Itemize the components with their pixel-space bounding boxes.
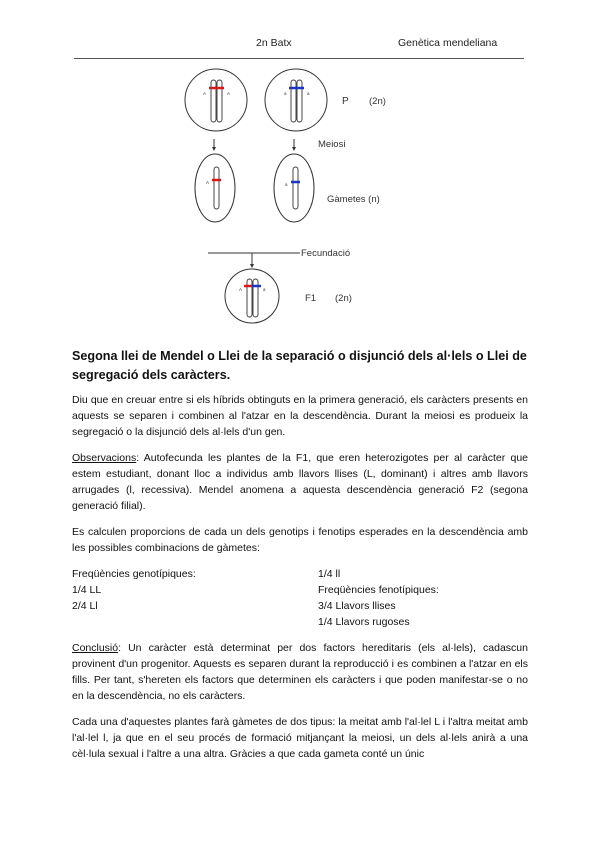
allele-right: a — [307, 91, 310, 96]
label-f1-ploidy: (2n) — [335, 293, 352, 304]
header-rule — [74, 58, 524, 59]
conclusion-text: : Un caràcter està determinat per dos factors hereditaris (els al·lels), cadascun provinent d'un progenitor. Aquests es separen durant la reproducció i es combinen a l'atzar en els fills. Per tant, s'hereten els factors que determinen els caràcters i que poden manifestar-se o no en la descendència, no els caràcters. — [72, 642, 528, 702]
allele-right: A — [227, 91, 231, 96]
paragraph-observations — [72, 450, 528, 514]
phenotype-frequencies — [318, 566, 439, 630]
phenotype-wrinkled: 1/4 Llavors rugoses — [318, 616, 410, 628]
parent-cell-aa-recessive — [265, 69, 327, 131]
parent-cell-aa — [185, 69, 247, 131]
paragraph-definition: Diu que en creuar entre si els híbrids obtinguts en la primera generació, els caràcters presents en aquests se separen i combinen al l'atzar en la descendència. Durant la meiosi es produeix la segregació o la disjunció dels al·lels d'un gen. — [72, 394, 528, 438]
observations-text: : Autofecunda les plantes de la F1, que eren heterozigotes per al caràcter que estem estudiant, donant lloc a individus amb llavors llises (L, dominant) i altres amb llavors arrugades (l, recessiva). Mendel anomena a aquesta descendència generació F2 (segona generació filial). — [72, 452, 528, 512]
genotype-ll-dominant: 1/4 LL — [72, 584, 102, 596]
label-fertilization: Fecundació — [301, 248, 351, 259]
allele-right: a — [263, 287, 266, 292]
conclusion-label: Conclusió — [72, 642, 119, 654]
section-title: Segona llei de Mendel o Llei de la separació o disjunció dels al·lels o Llei de segregació dels caràcters. — [72, 349, 527, 382]
allele-left: A — [239, 287, 243, 292]
observations-label: Observacions — [72, 452, 137, 464]
genotype-heading: Freqüències genotípiques: — [72, 568, 196, 580]
paragraph-conclusion — [72, 640, 528, 704]
header-left: 2n Batx — [256, 37, 292, 49]
paragraph-proportions: Es calculen proporcions de cada un dels genotips i fenotips esperades en la descendència amb les possibles combinacions de gàmetes: — [72, 526, 528, 554]
allele-left: A — [203, 91, 207, 96]
label-gametes: Gàmetes (n) — [327, 194, 380, 205]
meiosis-diagram — [0, 60, 600, 350]
genotype-frequencies — [72, 566, 196, 614]
label-f1: F1 — [305, 293, 317, 304]
gamete-cell-a — [195, 154, 235, 222]
header-right: Genètica mendeliana — [398, 37, 498, 49]
allele: A — [206, 180, 210, 185]
label-p-ploidy: (2n) — [369, 96, 386, 107]
paragraph-gametes: Cada una d'aquestes plantes farà gàmetes de dos tipus: la meitat amb l'al·lel L i l'altra meitat amb l'al·lel l, ja que en el seu procés de formació mitjançant la meiosi, un dels al·lels anirà a una cèl·lula sexual i l'altre a una altra. Gràcies a que cada gameta conté un únic — [72, 716, 528, 760]
f1-cell — [225, 269, 279, 323]
label-p: P — [342, 96, 349, 107]
label-meiosis: Meiosi — [318, 139, 346, 150]
gamete-cell-a-recessive — [274, 154, 314, 222]
allele-left: a — [284, 91, 287, 96]
genotype-ll-hetero: 2/4 Ll — [72, 600, 98, 612]
allele: a — [285, 182, 288, 187]
phenotype-smooth: 3/4 Llavors llises — [318, 600, 396, 612]
phenotype-heading: Freqüències fenotípiques: — [318, 584, 439, 596]
genotype-ll-recessive: 1/4 ll — [318, 568, 341, 580]
